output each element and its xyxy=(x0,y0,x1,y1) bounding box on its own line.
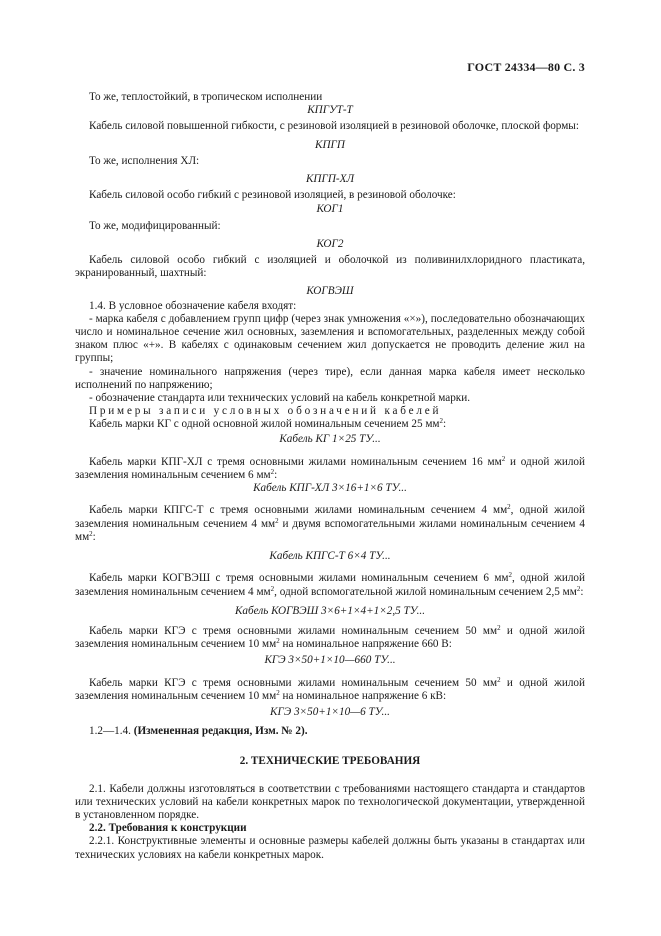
example-paragraph: Кабель марки КГ с одной основной жилой номинальным сечением 25 $мм^2$: xyxy=(89,417,447,431)
cable-code: КОГВЭШ xyxy=(306,285,354,298)
list-item: - значение номинального напряжения (через тире), если данная марка кабеля имеет несколько исполнений по напряжению; xyxy=(75,365,585,391)
list-item: - обозначение стандарта или технических условий на кабель конкретной марки. xyxy=(89,392,471,405)
page-body xyxy=(75,91,585,862)
paragraph: Кабель силовой особо гибкий с резиновой изоляцией, в резиновой оболочке: xyxy=(89,189,456,202)
examples-heading: Примеры записи условных обозначений кабелей xyxy=(89,405,442,418)
cable-code: КПГУТ-Т xyxy=(307,104,353,117)
paragraph: То же, теплостойкий, в тропическом исполнении xyxy=(89,91,323,103)
cable-code: КОГ2 xyxy=(316,237,344,250)
example-code: Кабель КПГС-Т 6×4 ТУ... xyxy=(269,550,391,563)
example-paragraph: Кабель марки КГЭ с тремя основными жилами номинальным сечением 50 $мм^2$ и одной жилой заземления номинальным сечением 10 $мм^2$ на номинальное напряжение 660 В: xyxy=(75,623,586,651)
clause-2-2-heading: 2.2. Требования к конструкции xyxy=(89,822,247,835)
clause-1-4: 1.4. В условное обозначение кабеля входят: xyxy=(89,299,297,312)
cable-code: КПГП xyxy=(315,138,345,151)
paragraph: Кабель силовой повышенной гибкости, с резиновой изоляцией в резиновой оболочке, плоской формы: xyxy=(89,120,579,133)
example-code: КГЭ 3×50+1×10—6 ТУ... xyxy=(270,705,390,718)
clause-2-2-1: 2.2.1. Конструктивные элементы и основные размеры кабелей должны быть указаны в стандартах или технических условиях на кабели конкретных марок. xyxy=(75,835,585,861)
paragraph: То же, исполнения ХЛ: xyxy=(89,154,200,167)
section-title: 2. ТЕХНИЧЕСКИЕ ТРЕБОВАНИЯ xyxy=(239,755,421,768)
example-paragraph: Кабель марки КПГС-Т с тремя основными жилами номинальным сечением 4 $мм^2$, одной жилой заземления номинальным сечением 4 $мм^2$ и двумя вспомогательными жилами номинальным сечением 4 $мм^2$: xyxy=(75,503,585,543)
example-paragraph: Кабель марки КПГ-ХЛ с тремя основными жилами номинальным сечением 16 $мм^2$ и одной жилой заземления номинальным сечением 6 $мм^2$: xyxy=(75,454,585,482)
example-paragraph: Кабель марки КОГВЭШ с тремя основными жилами номинальным сечением 6 $мм^2$, одной жилой заземления номинальным сечением 4 $мм^2$, одной вспомогательной жилой номинальным сечением 2,5 $мм^2$: xyxy=(75,571,586,598)
example-code: Кабель КОГВЭШ 3×6+1×4+1×2,5 ТУ... xyxy=(234,604,425,617)
cable-code: КОГ1 xyxy=(316,203,344,216)
example-code: Кабель КГ 1×25 ТУ... xyxy=(279,432,381,445)
paragraph: То же, модифицированный: xyxy=(89,219,221,232)
revision-note: 1.2—1.4. (Измененная редакция, Изм. № 2). xyxy=(89,725,308,738)
example-paragraph: Кабель марки КГЭ с тремя основными жилами номинальным сечением 50 $мм^2$ и одной жилой заземления номинальным сечением 10 $мм^2$ на номинальное напряжение 6 кВ: xyxy=(75,675,586,702)
list-item: - марка кабеля с добавлением групп цифр (через знак умножения «×»), последовательно обозначающих число и номинальное сечение жил основных, заземления и вспомогательных, разделенных между собой знаком плюс «+». В кабелях с одинаковым сечением жил допускается не проводить деление жил на группы; xyxy=(75,312,585,365)
cable-code: КПГП-ХЛ xyxy=(305,173,355,186)
page-header: ГОСТ 24334—80 С. 3 xyxy=(467,60,585,74)
example-code: КГЭ 3×50+1×10—660 ТУ... xyxy=(264,654,396,667)
clause-2-1: 2.1. Кабели должны изготовляться в соответствии с требованиями настоящего стандарта и стандартов или технических условий на кабели конкретных марок по технологической документации, утвержденной в установленном порядке. xyxy=(75,782,585,821)
paragraph: Кабель силовой особо гибкий с изоляцией и оболочкой из поливинилхлоридного пластиката, экранированный, шахтный: xyxy=(75,254,585,280)
example-code: Кабель КПГ-ХЛ 3×16+1×6 ТУ... xyxy=(253,482,407,495)
